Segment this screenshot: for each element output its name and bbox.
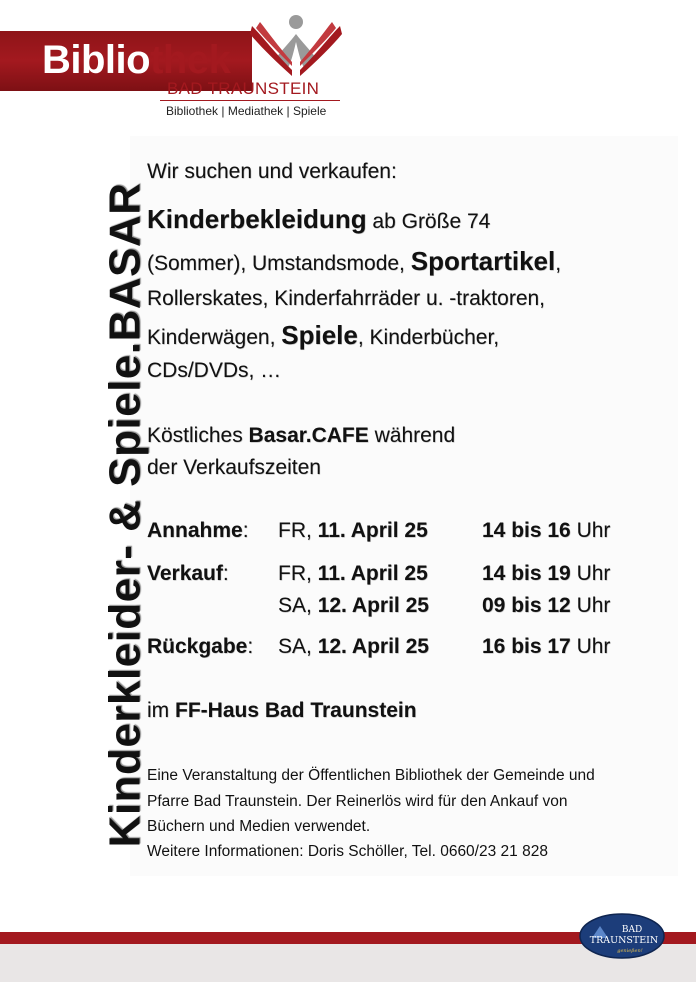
logo-divider xyxy=(160,100,340,101)
footer-text-line-4: Weitere Informationen: Doris Schöller, Tel. 0660/23 21 828 xyxy=(147,843,548,860)
schedule-date-verkauf-1: FR, 11. April 25 xyxy=(278,562,428,585)
location-line: im FF-Haus Bad Traunstein xyxy=(147,699,417,722)
intro-line-5: Kinderwägen, Spiele, Kinderbücher, xyxy=(147,320,500,350)
schedule-date-verkauf-2: SA, 12. April 25 xyxy=(278,594,429,617)
open-book-hands-icon xyxy=(246,12,346,82)
svg-text:genießen!: genießen! xyxy=(617,948,643,954)
schedule-time-verkauf-2: 09 bis 12 Uhr xyxy=(482,594,611,617)
bad-traunstein-logo xyxy=(578,912,666,960)
vertical-title xyxy=(100,150,150,880)
schedule-label-verkauf: Verkauf: xyxy=(147,562,229,585)
intro-line-2: Kinderbekleidung ab Größe 74 xyxy=(147,204,491,234)
footer-text-line-2: Pfarre Bad Traunstein. Der Reinerlös wird für den Ankauf von xyxy=(147,793,568,810)
intro-line-3: (Sommer), Umstandsmode, Sportartikel, xyxy=(147,246,562,276)
footer-text-line-3: Büchern und Medien verwendet. xyxy=(147,818,371,835)
schedule-date-rueckgabe: SA, 12. April 25 xyxy=(278,635,429,658)
library-logo-wordmark: Bibliothek xyxy=(42,38,231,82)
schedule-time-verkauf-1: 14 bis 19 Uhr xyxy=(482,562,611,585)
footer-text-line-1: Eine Veranstaltung der Öffentlichen Bibliothek der Gemeinde und xyxy=(147,767,595,784)
schedule-time-annahme: 14 bis 16 Uhr xyxy=(482,519,611,542)
schedule-label-annahme: Annahme: xyxy=(147,519,249,542)
intro-line-4: Rollerskates, Kinderfahrräder u. -traktoren, xyxy=(147,287,546,310)
intro-line-6: CDs/DVDs, … xyxy=(147,359,282,382)
schedule-date-annahme: FR, 11. April 25 xyxy=(278,519,428,542)
logo-subtitle: BAD TRAUNSTEIN xyxy=(167,79,320,98)
schedule-time-rueckgabe: 16 bis 17 Uhr xyxy=(482,635,611,658)
schedule-label-rueckgabe: Rückgabe: xyxy=(147,635,254,658)
svg-text:TRAUNSTEIN: TRAUNSTEIN xyxy=(589,935,659,946)
vertical-title-text: Kinderkleider- & Spiele.BASAR xyxy=(100,182,149,848)
svg-text:BAD: BAD xyxy=(621,925,643,935)
cafe-line-2: der Verkaufszeiten xyxy=(147,456,321,479)
logo-tagline: Bibliothek | Mediathek | Spiele xyxy=(166,104,327,118)
intro-line-1: Wir suchen und verkaufen: xyxy=(147,160,397,183)
cafe-line-1: Köstliches Basar.CAFE während xyxy=(147,424,456,447)
